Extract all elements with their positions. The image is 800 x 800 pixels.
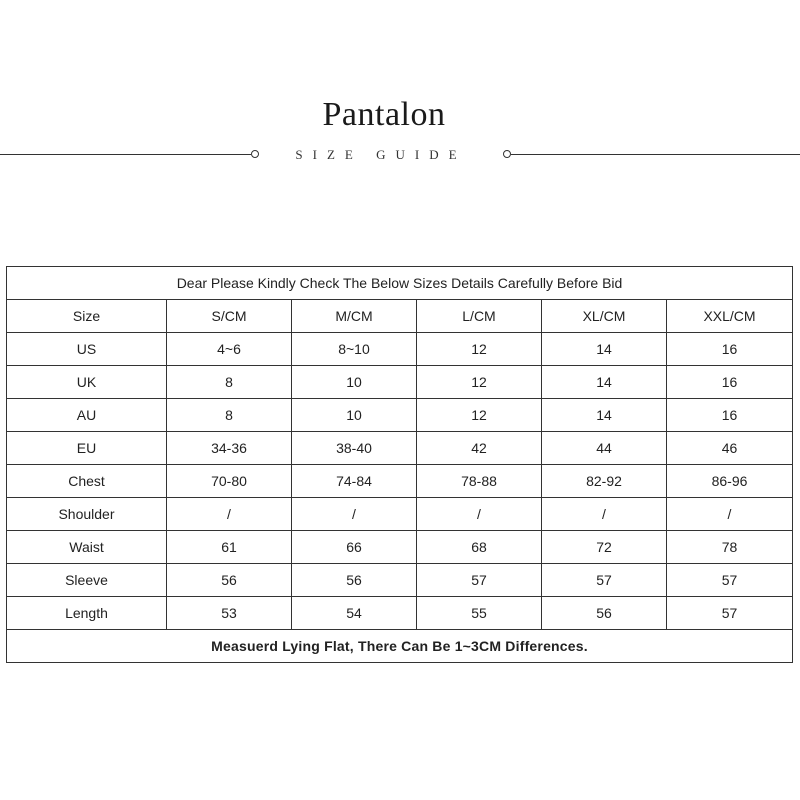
page-subtitle: SIZE GUIDE [295, 147, 467, 162]
table-cell: 54 [292, 597, 417, 630]
table-cell: 8 [167, 366, 292, 399]
table-cell: 44 [542, 432, 667, 465]
table-cell: / [167, 498, 292, 531]
notice-text: Dear Please Kindly Check The Below Sizes Details Carefully Before Bid [7, 267, 793, 300]
table-cell: 57 [417, 564, 542, 597]
table-cell: 57 [667, 597, 793, 630]
table-cell: 10 [292, 399, 417, 432]
table-cell: 61 [167, 531, 292, 564]
row-label: Waist [7, 531, 167, 564]
table-cell: / [417, 498, 542, 531]
table-row-uk [7, 366, 793, 399]
table-cell: 78 [667, 531, 793, 564]
table-cell: 12 [417, 366, 542, 399]
table-row-chest [7, 465, 793, 498]
row-label: Length [7, 597, 167, 630]
table-cell: 4~6 [167, 333, 292, 366]
table-cell: 78-88 [417, 465, 542, 498]
row-label: US [7, 333, 167, 366]
column-header: S/CM [167, 300, 292, 333]
table-cell: 38-40 [292, 432, 417, 465]
table-cell: 56 [542, 597, 667, 630]
table-cell: 68 [417, 531, 542, 564]
table-row-length [7, 597, 793, 630]
table-cell: 86-96 [667, 465, 793, 498]
table-row-sleeve [7, 564, 793, 597]
table-row-eu [7, 432, 793, 465]
table-cell: 10 [292, 366, 417, 399]
row-label: Chest [7, 465, 167, 498]
table-cell: / [292, 498, 417, 531]
header-row [7, 300, 793, 333]
table-cell: 56 [167, 564, 292, 597]
table-cell: 57 [667, 564, 793, 597]
table-cell: 16 [667, 333, 793, 366]
size-guide-banner [0, 145, 800, 165]
table-cell: 8 [167, 399, 292, 432]
page-title: Pantalon [322, 96, 446, 133]
table-cell: 53 [167, 597, 292, 630]
left-circle-ornament-icon [251, 150, 259, 158]
left-divider-line [0, 154, 251, 155]
row-label: Shoulder [7, 498, 167, 531]
table-row-waist [7, 531, 793, 564]
row-label: EU [7, 432, 167, 465]
table-cell: 56 [292, 564, 417, 597]
table-cell: / [667, 498, 793, 531]
row-label: AU [7, 399, 167, 432]
table-cell: 46 [667, 432, 793, 465]
table-cell: 34-36 [167, 432, 292, 465]
size-chart-table [6, 266, 793, 663]
table-cell: 57 [542, 564, 667, 597]
table-cell: 66 [292, 531, 417, 564]
column-header: XL/CM [542, 300, 667, 333]
table-cell: 16 [667, 366, 793, 399]
table-cell: 72 [542, 531, 667, 564]
table-cell: 42 [417, 432, 542, 465]
column-header: L/CM [417, 300, 542, 333]
table-cell: 82-92 [542, 465, 667, 498]
column-header: M/CM [292, 300, 417, 333]
table-cell: 8~10 [292, 333, 417, 366]
right-divider-line [511, 154, 800, 155]
footnote-row [7, 630, 793, 663]
table-row-shoulder [7, 498, 793, 531]
table-cell: 14 [542, 333, 667, 366]
table-row-us [7, 333, 793, 366]
table-cell: 70-80 [167, 465, 292, 498]
table-cell: 14 [542, 399, 667, 432]
table-row-au [7, 399, 793, 432]
row-label: Sleeve [7, 564, 167, 597]
table-cell: 14 [542, 366, 667, 399]
table-cell: 12 [417, 333, 542, 366]
table-cell: 16 [667, 399, 793, 432]
row-label: UK [7, 366, 167, 399]
table-cell: / [542, 498, 667, 531]
measurement-footnote: Measuerd Lying Flat, There Can Be 1~3CM Differences. [7, 630, 793, 663]
right-circle-ornament-icon [503, 150, 511, 158]
table-cell: 12 [417, 399, 542, 432]
table-cell: 55 [417, 597, 542, 630]
notice-row [7, 267, 793, 300]
column-header: Size [7, 300, 167, 333]
column-header: XXL/CM [667, 300, 793, 333]
table-cell: 74-84 [292, 465, 417, 498]
